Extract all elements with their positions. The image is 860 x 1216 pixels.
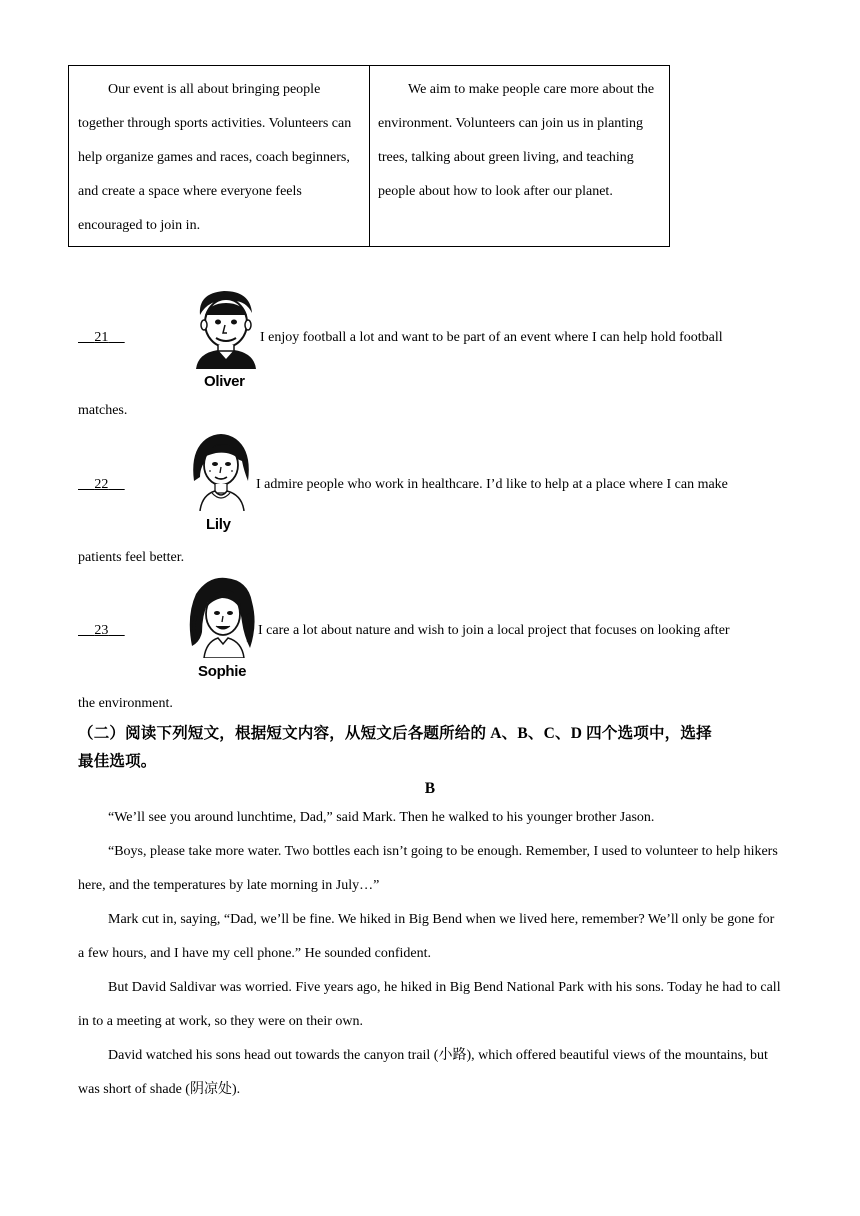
question-text: I care a lot about nature and wish to join a local project that focuses on looking after [258, 623, 730, 638]
instruction-line: 最佳选项。 [78, 753, 157, 770]
table-cell-environment-event [378, 73, 664, 209]
oliver-portrait-icon [190, 287, 262, 369]
question-number: 23 [94, 623, 109, 638]
question-text: I enjoy football a lot and want to be part of an event where I can help hold football [260, 330, 723, 345]
table-cell-text: Our event is all about bringing people together through sports activities. Volunteers can help organize games and races, coach beginners, and create a space where everyone feels encouraged to join in. [78, 82, 352, 233]
question-text: I admire people who work in healthcare. I’d like to help at a place where I can make [256, 477, 728, 492]
passage [78, 801, 784, 1107]
question-number: 21 [94, 330, 109, 345]
passage-paragraph: “We’ll see you around lunchtime, Dad,” said Mark. Then he walked to his younger brother Jason. [108, 810, 655, 825]
passage-paragraph: “Boys, please take more water. Two bottles each isn’t going to be enough. Remember, I used to volunteer to help hikers here, and the temperatures by late morning in July…” [78, 844, 778, 893]
table-divider [369, 66, 370, 246]
question-text-cont: patients feel better. [78, 550, 185, 565]
question-text-cont: matches. [78, 403, 128, 418]
event-table [68, 65, 670, 247]
sophie-name-label: Sophie [198, 663, 247, 680]
section-instruction [78, 720, 798, 776]
lily-name-label: Lily [206, 516, 231, 533]
passage-paragraph: But David Saldivar was worried. Five years ago, he hiked in Big Bend National Park with his sons. Today he had to call in to a meeting at work, so they were on their own. [78, 980, 781, 1029]
table-cell-sports-event [78, 73, 364, 243]
question-text-cont: the environment. [78, 696, 173, 711]
instruction-line: （二）阅读下列短文，根据短文内容，从短文后各题所给的 A、B、C、D 四个选项中，选择 [78, 725, 712, 742]
oliver-name-label: Oliver [204, 373, 245, 390]
question-number: 22 [94, 477, 109, 492]
lily-portrait-icon [186, 431, 256, 511]
sophie-portrait-icon [186, 576, 258, 658]
passage-label: B [424, 780, 436, 797]
passage-paragraph: Mark cut in, saying, “Dad, we’ll be fine. We hiked in Big Bend when we lived here, remember? We’ll only be gone for a few hours, and I have my cell phone.” He sounded confident. [78, 912, 775, 961]
table-cell-text: We aim to make people care more about the environment. Volunteers can join us in planting trees, talking about green living, and teaching people about how to look after our planet. [378, 82, 655, 199]
passage-paragraph: David watched his sons head out towards the canyon trail (小路), which offered beautiful views of the mountains, but was short of shade (阴凉处). [78, 1048, 768, 1097]
